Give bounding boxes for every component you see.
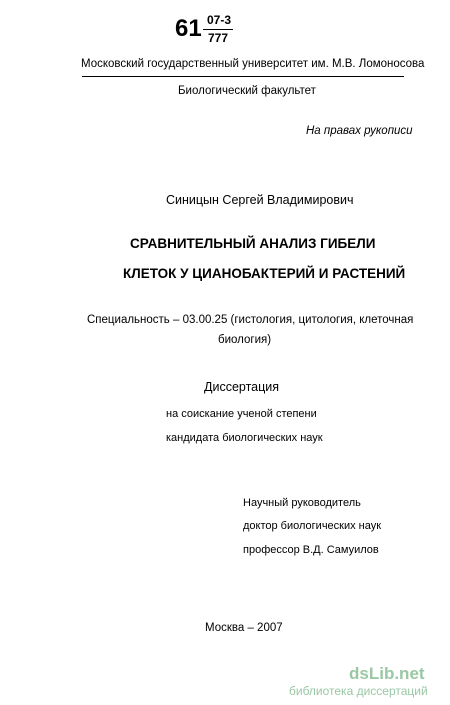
watermark-brand: dsLib.net — [349, 664, 425, 683]
degree-line-1: на соискание ученой степени — [166, 408, 317, 420]
watermark-tagline: библиотека диссертаций — [289, 684, 428, 698]
supervisor-role: Научный руководитель — [243, 497, 361, 509]
call-number-bottom: 777 — [208, 31, 229, 45]
dissertation-label: Диссертация — [204, 380, 280, 394]
university-name: Московский государственный университет им. М.В. Ломоносова — [81, 58, 425, 70]
degree-line-2: кандидата биологических наук — [166, 432, 323, 444]
call-number-main: 61 — [175, 15, 202, 42]
header-rule — [82, 76, 404, 77]
supervisor-degree: доктор биологических наук — [243, 520, 382, 532]
thesis-title-line-2: КЛЕТОК У ЦИАНОБАКТЕРИЙ И РАСТЕНИЙ — [123, 266, 406, 281]
call-number-divider — [203, 29, 233, 30]
manuscript-note: На правах рукописи — [306, 125, 413, 137]
thesis-title-line-1: СРАВНИТЕЛЬНЫЙ АНАЛИЗ ГИБЕЛИ — [130, 236, 376, 251]
specialty-line-2: биология) — [218, 334, 272, 346]
faculty-name: Биологический факультет — [178, 85, 316, 97]
city-year: Москва – 2007 — [205, 622, 283, 634]
supervisor-name: профессор В.Д. Самуилов — [243, 544, 379, 556]
call-number-top: 07-3 — [207, 13, 232, 27]
specialty-line-1: Специальность – 03.00.25 (гистология, цитология, клеточная — [87, 314, 414, 326]
author-name: Синицын Сергей Владимирович — [166, 193, 354, 207]
